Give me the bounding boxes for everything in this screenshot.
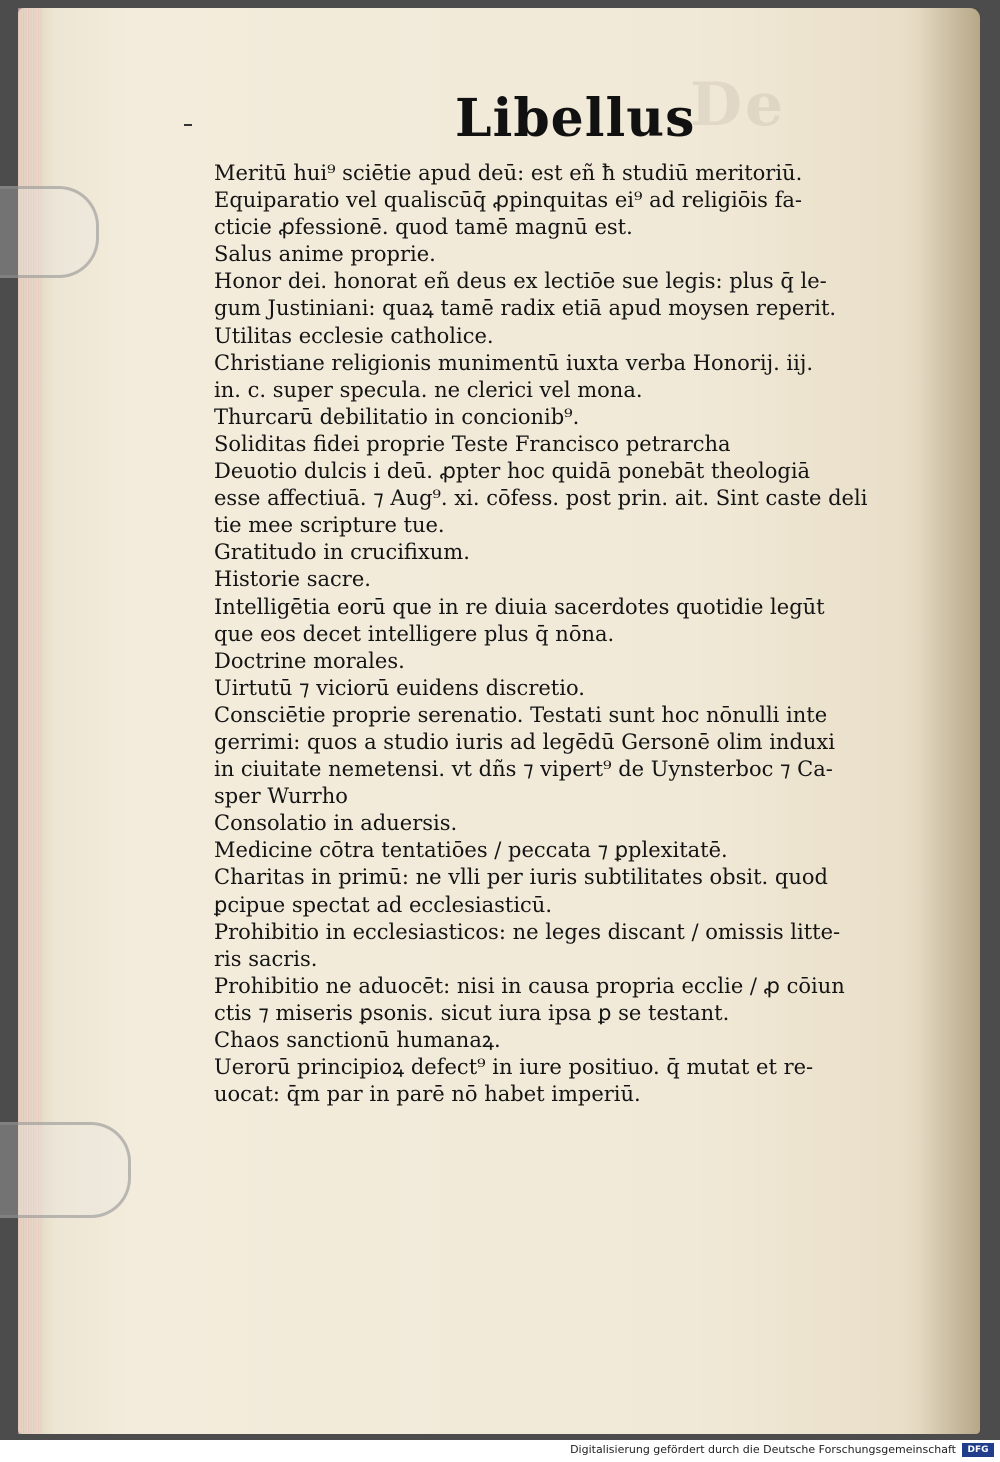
text-line: gum Justiniani: quaꝝ tamē radix etiā apud moysen reperit. [214, 296, 837, 321]
text-line: Salus anime proprie. [214, 242, 436, 267]
text-line: que eos decet intelligere plus q̄ nōna. [214, 621, 615, 646]
text-line: uocat: q̄m par in parē nō habet imperiū. [214, 1082, 641, 1107]
text-line: in. c. super specula. ne clerici vel mona. [214, 377, 643, 402]
text-line: Consciētie proprie serenatio. Testati sunt hoc nōnulli inte [214, 702, 828, 727]
page-clip-bottom [0, 1122, 131, 1218]
text-line: Gratitudo in crucifixum. [214, 540, 470, 565]
text-line: Prohibitio ne aduocēt: nisi in causa propria ecclie / ꝓ cōiun [214, 973, 845, 998]
text-line: Christiane religionis munimentū iuxta verba Honorij. iij. [214, 350, 814, 375]
text-line: Thurcarū debilitatio in concionib⁹. [214, 404, 580, 429]
text-line: ris sacris. [214, 946, 318, 971]
gutter-shadow [920, 8, 980, 1434]
text-line: Historie sacre. [214, 567, 371, 592]
text-line: Chaos sanctionū humanaꝝ. [214, 1028, 501, 1052]
text-line: Honor dei. honorat eñ deus ex lectiōe sue legis: plus q̄ le- [214, 269, 827, 294]
text-line: Meritū hui⁹ sciētie apud deū: est eñ ħ studiū meritoriū. [214, 161, 803, 185]
text-line: ctis ⁊ miseris ꝑsonis. sicut iura ipsa ꝑ se testant. [214, 1000, 730, 1025]
page-clip-top [0, 186, 99, 278]
text-block [214, 160, 884, 1108]
text-line: Intelligētia eorū que in re diuia sacerdotes quotidie legūt [214, 594, 825, 619]
text-line: Doctrine morales. [214, 648, 405, 673]
dfg-logo: DFG [962, 1443, 994, 1457]
text-line: in ciuitate nemetensi. vt dñs ⁊ vipert⁹ de Uynsterboc ⁊ Ca- [214, 757, 833, 782]
text-line: gerrimi: quos a studio iuris ad legēdū Gersonē olim induxi [214, 729, 835, 754]
text-line: tie mee scripture tue. [214, 513, 445, 538]
text-line: Uerorū principioꝝ defect⁹ in iure positiuo. q̄ mutat et re- [214, 1055, 814, 1080]
text-line: cticie ꝓfessionē. quod tamē magnū est. [214, 215, 633, 240]
text-line: Medicine cōtra tentatiōes / peccata ⁊ ꝑplexitatē. [214, 838, 728, 863]
text-line: esse affectiuā. ⁊ Aug⁹. xi. cōfess. post prin. ait. Sint caste deli [214, 486, 868, 511]
text-line: Deuotio dulcis i deū. ꝓpter hoc quidā ponebāt theologiā [214, 459, 811, 484]
text-line: Prohibitio in ecclesiasticos: ne leges discant / omissis litte- [214, 919, 841, 944]
text-line: ꝑcipue spectat ad ecclesiasticū. [214, 892, 552, 917]
footer-bar [0, 1440, 1000, 1462]
running-header: Libellus [455, 88, 696, 149]
text-line: sper Wurrho [214, 784, 348, 809]
text-line: Charitas in primū: ne vlli per iuris subtilitates obsit. quod [214, 865, 828, 890]
show-through-text: De [690, 70, 787, 140]
footer-credit: Digitalisierung gefördert durch die Deutsche Forschungsgemeinschaft [570, 1443, 956, 1456]
text-line: Equiparatio vel qualiscūq̄ ꝓpinquitas ei⁹ ad religiōis fa- [214, 188, 802, 213]
text-line: Soliditas fidei proprie Teste Francisco petrarcha [214, 431, 731, 456]
text-line: Uirtutū ⁊ viciorū euidens discretio. [214, 675, 585, 700]
text-line: Utilitas ecclesie catholice. [214, 323, 494, 348]
text-line: Consolatio in aduersis. [214, 811, 458, 836]
margin-dash [184, 124, 192, 126]
